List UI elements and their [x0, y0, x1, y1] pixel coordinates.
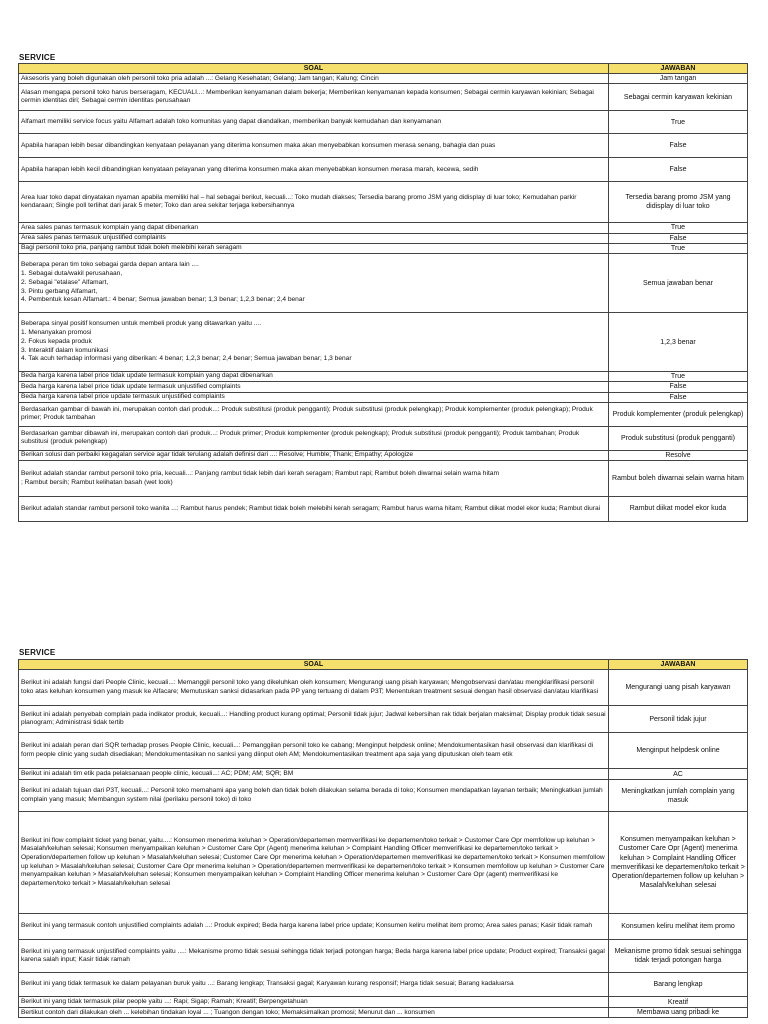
question-cell: Aksesoris yang boleh digunakan oleh personil toko pria adalah ...: Gelang Kesehatan; Gelang; Jam tangan; Kalung; Cincin	[19, 74, 609, 84]
answer-cell: Semua jawaban benar	[609, 254, 748, 313]
table-row	[19, 733, 748, 769]
answer-cell: False	[609, 392, 748, 402]
answer-cell: True	[609, 243, 748, 253]
table-row	[19, 497, 748, 522]
table-header-row	[19, 64, 748, 74]
question-cell: Berikut ini flow complaint ticket yang benar, yaitu....: Konsumen menerima keluhan > Operation/departemen memverifikasi ke departemen/toko terkait > Customer Care Opr memfollow up keluhan > Masalah/keluhan selesai; Konsumen menyampaikan keluhan > Customer Care Opr (Agent) menerima keluhan > Complaint Handling Officer memverifikasi ke departemen/toko terkait > Operation/departemen follow up keluhan > Masalah/keluhan selesai; Customer Care Opr menerima keluhan > Operation/departemen memverifikasi ke departemen/toko terkait > Konsumen memfollow up keluhan > Masalah/keluhan selesai; Customer Care Opr menerima keluhan > Operation/departemen memverifikasi ke departemen/toko terkait > Konsumen memfollow up keluhan > Customer Care menyampaikan keluhan > Masalah/keluhan selesai; Konsumen menyampaikan keluhan > Complaint Handling Officer menerima keluhan > Customer Care Opr (agent) memverifikasi ke departemen/toko terkait > Masalah/keluhan selesai	[19, 812, 609, 914]
table-row	[19, 812, 748, 914]
answer-cell: Produk komplementer (produk pelengkap)	[609, 402, 748, 426]
answer-cell: True	[609, 372, 748, 382]
answer-cell: Konsumen keliru melihat item promo	[609, 914, 748, 940]
column-header-jawaban: JAWABAN	[609, 64, 748, 74]
question-cell: Berdasarkan gambar di bawah ini, merupakan contoh dari produk...: Produk substitusi (produk pengganti); Produk substitusi (produk pelengkap); Produk komplementer (produk pelengkap); Produk primer; Produk tambahan	[19, 402, 609, 426]
question-cell: Berikut ini yang termasuk contoh unjustified complaints adalah ...: Produk expired; Beda harga karena label price update; Konsumen keliru melihat item promo; Area sales panas; Kasir tidak ramah	[19, 914, 609, 940]
answer-cell: False	[609, 382, 748, 392]
service-table	[18, 63, 748, 522]
question-cell: Berikut ini yang tidak termasuk pilar people yaitu ...: Rapi; Sigap; Ramah; Kreatif; Berpengetahuan	[19, 997, 609, 1008]
answer-cell: Kreatif	[609, 997, 748, 1008]
table-row	[19, 84, 748, 111]
answer-cell: False	[609, 233, 748, 243]
answer-cell: Produk substitusi (produk pengganti)	[609, 426, 748, 450]
section-title: SERVICE	[19, 648, 56, 657]
table-row	[19, 223, 748, 233]
table-row	[19, 1008, 748, 1018]
answer-cell: Tersedia barang promo JSM yang didisplay di luar toko	[609, 182, 748, 223]
table-row	[19, 158, 748, 182]
question-cell: Berikut adalah standar rambut personil toko pria, kecuali...: Panjang rambut tidak lebih dari kerah seragam; Rambut rapi; Rambut boleh diwarnai selain warna hitam ; Rambut bersih; Rambut kelihatan basah (wet look)	[19, 461, 609, 497]
question-cell: Berikan solusi dan perbaiki kegagalan service agar tidak terulang adalah definisi dari ...: Resolve; Humble; Thank; Empathy; Apologize	[19, 450, 609, 460]
question-cell: Bagi personil toko pria, panjang rambut tidak boleh melebihi kerah seragam	[19, 243, 609, 253]
question-cell: Alasan mengapa personil toko harus berseragam, KECUALI...: Memberikan kenyamanan dalam bekerja; Memberikan kenyamanan kepada konsumen; Sebagai cermin karyawan kekinian; Sebagai cermin identitas diri; Sebagai cermin identitas perusahaan	[19, 84, 609, 111]
answer-cell: False	[609, 158, 748, 182]
table-row	[19, 372, 748, 382]
answer-cell: Sebagai cermin karyawan kekinian	[609, 84, 748, 111]
question-cell: Berikut ini adalah penyebab complain pada indikator produk, kecuali...: Handling product kurang optimal; Personil tidak jujur; Jadwal kebersihan rak tidak berjalan maksimal; Display produk tidak sesuai planogram; Administrasi tidak tertib	[19, 706, 609, 733]
table-row	[19, 134, 748, 158]
table-row	[19, 706, 748, 733]
answer-cell: Mengurangi uang pisah karyawan	[609, 670, 748, 706]
answer-cell: 1,2,3 benar	[609, 313, 748, 372]
question-cell: Berikut ini yang tidak termasuk ke dalam pelayanan buruk yaitu ...: Barang lengkap; Transaksi gagal; Karyawan kurang responsif; Harga tidak sesuai; Barang kadaluarsa	[19, 973, 609, 997]
question-cell: Area sales panas termasuk unjustified complaints	[19, 233, 609, 243]
question-cell: Berikut ini adalah tim etik pada pelaksanaan people clinic, kecuali...: AC; PDM; AM; SQR; BM	[19, 769, 609, 780]
table-row	[19, 313, 748, 372]
question-cell: Apabila harapan lebih besar dibandingkan kenyataan pelayanan yang diterima konsumen maka akan menyebabkan konsumen merasa senang, bahagia dan puas	[19, 134, 609, 158]
table-row	[19, 382, 748, 392]
question-cell: Berdasarkan gambar dibawah ini, merupakan contoh dari produk...: Produk primer; Produk komplementer (produk pelengkap); Produk substitusi (produk pengganti); Produk tambahan; Produk substitusi (produk pelengkap)	[19, 426, 609, 450]
table-row	[19, 780, 748, 812]
question-cell: Alfamart memiliki service focus yaitu Alfamart adalah toko komunitas yang dapat diandalkan, memberikan banyak kemudahan dan kenyamanan	[19, 111, 609, 134]
answer-cell: Rambut diikat model ekor kuda	[609, 497, 748, 522]
answer-cell: Konsumen menyampaikan keluhan > Customer Care Opr (Agent) menerima keluhan > Complaint Handling Officer memverifikasi ke departemen/toko terkait > Operation/departemen follow up keluhan > Masalah/keluhan selesai	[609, 812, 748, 914]
question-cell: Beda harga karena label price tidak update termasuk komplain yang dapat dibenarkan	[19, 372, 609, 382]
question-cell: Berikut ini yang termasuk unjustified complaints yaitu ....: Mekanisme promo tidak sesuai sehingga tidak terjadi potongan harga; Beda harga karena label price update; Product expired; Transaksi gagal karena salah input; Kasir tidak ramah	[19, 940, 609, 973]
answer-cell: Rambut boleh diwarnai selain warna hitam	[609, 461, 748, 497]
column-header-jawaban: JAWABAN	[609, 660, 748, 670]
answer-cell: Membawa uang pribadi ke	[609, 1008, 748, 1018]
question-cell: Beberapa sinyal positif konsumen untuk membeli produk yang ditawarkan yaitu .... 1. Menanyakan promosi 2. Fokus kepada produk 3. Interaktif dalam komunikasi 4. Tak acuh terhadap informasi yang diberikan: 4 benar; 1,2,3 benar; 2,4 benar; Semua jawaban benar; 1,3 benar	[19, 313, 609, 372]
table-row	[19, 997, 748, 1008]
table-row	[19, 254, 748, 313]
question-cell: Berikut ini adalah tujuan dari P3T, kecuali...: Personil toko memahami apa yang boleh dan tidak boleh dilakukan selama berada di toko; Konsumen mendapatkan layanan terbaik; Meningkatkan jumlah complain yang masuk; Membangun system nilai (perilaku personil toko) di toko	[19, 780, 609, 812]
answer-cell: Resolve	[609, 450, 748, 460]
table-row	[19, 940, 748, 973]
table-row	[19, 973, 748, 997]
table-row	[19, 402, 748, 426]
table-row	[19, 670, 748, 706]
table-row	[19, 769, 748, 780]
table-header-row	[19, 660, 748, 670]
table-row	[19, 914, 748, 940]
question-cell: Bertikut contoh dari dilakukan oleh ... kelebihan tindakan loyal ... ; Tuangon dengan toko; Memaksimalkan promosi; Menurut dan ... konsumen	[19, 1008, 609, 1018]
answer-cell: Jam tangan	[609, 74, 748, 84]
answer-cell: True	[609, 111, 748, 134]
answer-cell: AC	[609, 769, 748, 780]
table-row	[19, 111, 748, 134]
answer-cell: True	[609, 223, 748, 233]
section-title: SERVICE	[19, 53, 56, 62]
table-row	[19, 182, 748, 223]
question-cell: Area luar toko dapat dinyatakan nyaman apabila memiliki hal – hal sebagai berikut, kecuali...: Toko mudah diakses; Tersedia barang promo JSM yang didisplay di luar toko; Kemudahan parkir kendaraan; Single poll terlihat dari jarak 5 meter; Toko dan area sekitar terjaga kebersihannya	[19, 182, 609, 223]
answer-cell: Personil tidak jujur	[609, 706, 748, 733]
question-cell: Berikut ini adalah fungsi dari People Clinic, kecuali...: Memanggil personil toko yang dikeluhkan oleh konsumen; Mengurangi uang pisah karyawan; Mengobservasi dan/atau mengklarifikasi personil toko atas keluhan konsumen yang masuk ke Alfacare; Memutuskan sanksi didasarkan pada PP yang tertuang di dalam P3T; Menentukan treatment sesuai dengan hasil observasi dan/atau klarifikasi	[19, 670, 609, 706]
table-row	[19, 74, 748, 84]
answer-cell: Mekanisme promo tidak sesuai sehingga tidak terjadi potongan harga	[609, 940, 748, 973]
table-row	[19, 426, 748, 450]
table-row	[19, 392, 748, 402]
question-cell: Apabila harapan lebih kecil dibandingkan kenyataan pelayanan yang diterima konsumen maka akan menyebabkan konsumen merasa marah, kecewa, sedih	[19, 158, 609, 182]
question-cell: Berikut ini adalah peran dari SQR terhadap proses People Clinic, kecuali...: Pemanggilan personil toko ke cabang; Menginput helpdesk online; Mendokumentasikan hasil observasi dan klarifikasi di form people clinic yang sudah disediakan; Mendokumentasikan no sanksi yang diinput oleh AM; Mendokumentasikan treatment apa saja yang diputuskan oleh team etik	[19, 733, 609, 769]
question-cell: Area sales panas termasuk komplain yang dapat dibenarkan	[19, 223, 609, 233]
question-cell: Beda harga karena label price update termasuk unjustified complaints	[19, 392, 609, 402]
answer-cell: Meningkatkan jumlah complain yang masuk	[609, 780, 748, 812]
column-header-soal: SOAL	[19, 660, 609, 670]
question-cell: Berikut adalah standar rambut personil toko wanita ...: Rambut harus pendek; Rambut tidak boleh melebihi kerah seragam; Rambut harus warna hitam; Rambut diikat model ekor kuda; Rambut diurai	[19, 497, 609, 522]
table-row	[19, 450, 748, 460]
answer-cell: False	[609, 134, 748, 158]
question-cell: Beda harga karena label price tidak update termasuk unjustified complaints	[19, 382, 609, 392]
service-table	[18, 659, 748, 1018]
table-row	[19, 233, 748, 243]
column-header-soal: SOAL	[19, 64, 609, 74]
table-row	[19, 461, 748, 497]
table-row	[19, 243, 748, 253]
answer-cell: Barang lengkap	[609, 973, 748, 997]
question-cell: Beberapa peran tim toko sebagai garda depan antara lain .... 1. Sebagai duta/wakil perusahaan, 2. Sebagai "etalase" Alfamart, 3. Pintu gerbang Alfamart, 4. Pembentuk kesan Alfamart.: 4 benar; Semua jawaban benar; 1,3 benar; 1,2,3 benar; 2,4 benar	[19, 254, 609, 313]
answer-cell: Menginput helpdesk online	[609, 733, 748, 769]
